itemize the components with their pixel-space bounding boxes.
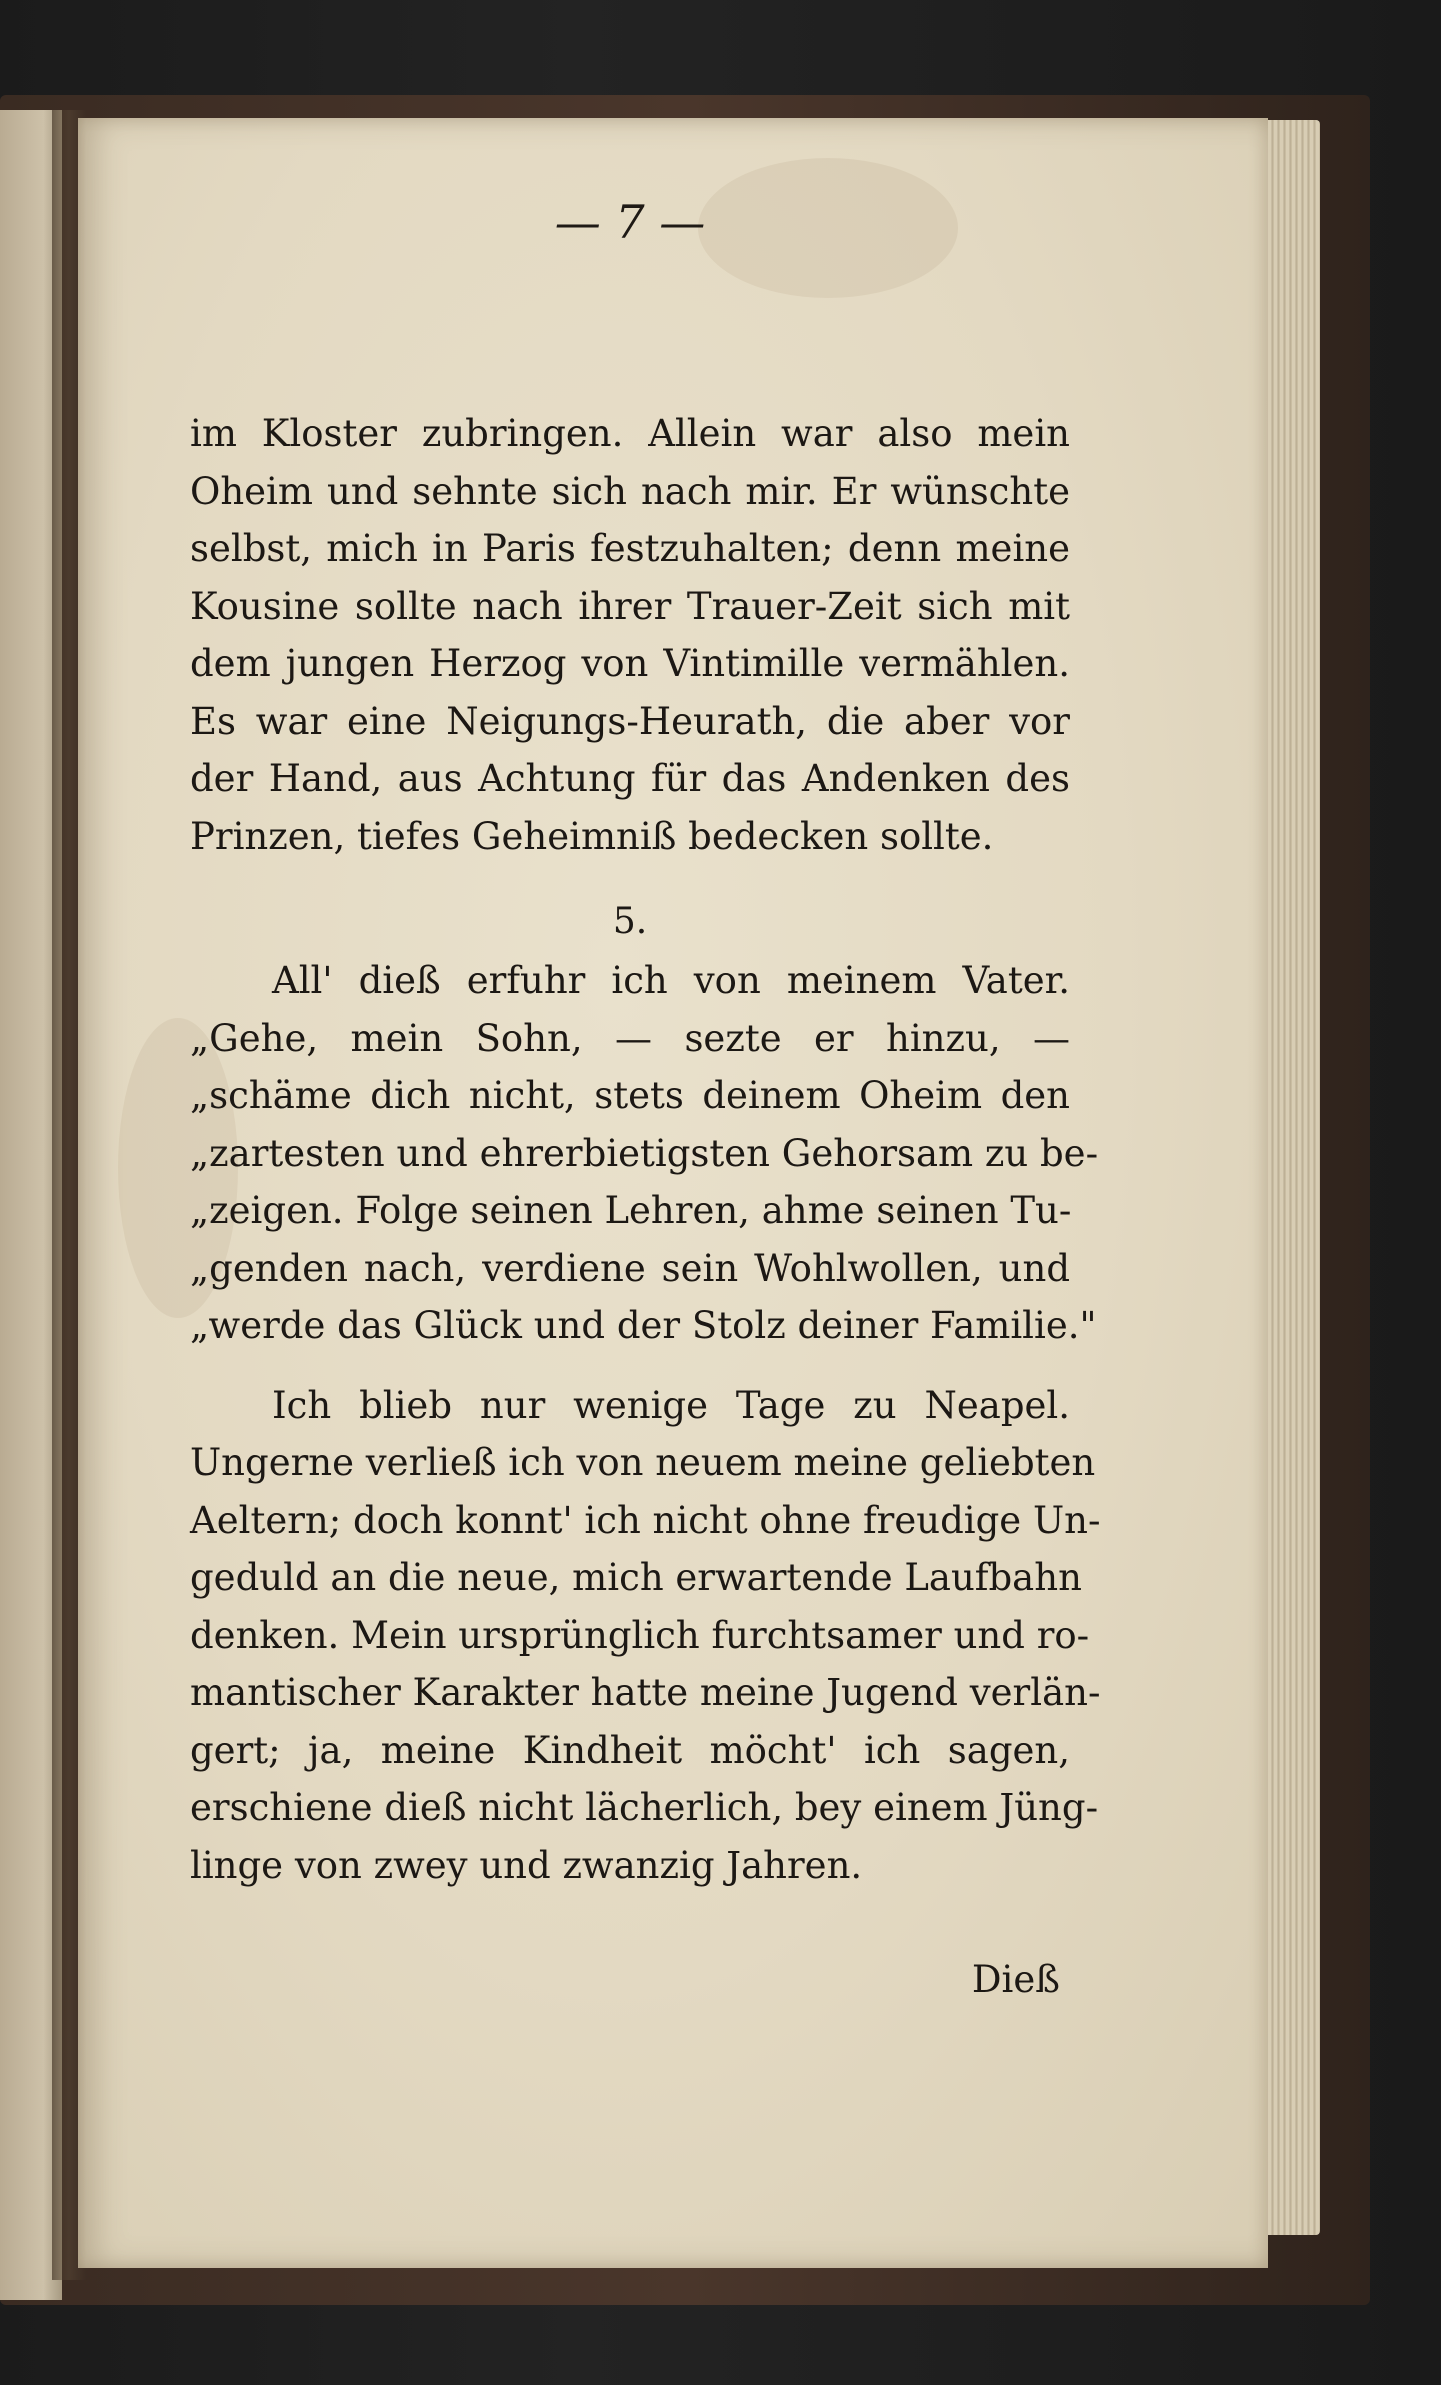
paragraph-1: [190, 405, 1070, 865]
text-line: Prinzen, tiefes Geheimniß bedecken sollte.: [190, 814, 994, 858]
text-line: denken. Mein ursprünglich furchtsamer und ro-: [190, 1613, 1090, 1657]
text-line: „zeigen. Folge seinen Lehren, ahme seinen Tu-: [190, 1189, 1072, 1232]
paragraph-2: [190, 952, 1099, 1355]
text-line: Kousine sollte nach ihrer Trauer-Zeit sich mit: [190, 584, 1070, 628]
paragraph-gap: [190, 1355, 1070, 1377]
catchword: Dieß: [971, 1958, 1060, 2001]
text-line: Es war eine Neigungs-Heurath, die aber vor: [190, 699, 1070, 743]
text-line: All' dieß erfuhr ich von meinem Vater.: [272, 959, 1070, 1002]
text-line: „Gehe, mein Sohn, — sezte er hinzu, —: [190, 1016, 1070, 1060]
text-line: erschiene dieß nicht lächerlich, bey einem Jüng-: [190, 1786, 1099, 1829]
text-line: „genden nach, verdiene sein Wohlwollen, und: [190, 1246, 1070, 1290]
text-line: Oheim und sehnte sich nach mir. Er wünschte: [190, 469, 1070, 513]
page-text: [190, 405, 1101, 1894]
text-line: geduld an die neue, mich erwartende Laufbahn: [190, 1556, 1082, 1599]
text-line: gert; ja, meine Kindheit möcht' ich sagen,: [190, 1728, 1070, 1772]
text-line: „zartesten und ehrerbietigsten Gehorsam zu be-: [190, 1131, 1099, 1175]
text-line: mantischer Karakter hatte meine Jugend verlän-: [190, 1671, 1101, 1714]
text-line: der Hand, aus Achtung für das Andenken des: [190, 757, 1070, 800]
book-gutter: [52, 110, 86, 2280]
text-line: linge von zwey und zwanzig Jahren.: [190, 1843, 863, 1887]
page-number: — 7 —: [554, 195, 706, 249]
text-line: „schäme dich nicht, stets deinem Oheim den: [190, 1074, 1070, 1117]
text-line: Aeltern; doch konnt' ich nicht ohne freudige Un-: [190, 1498, 1101, 1542]
section-number: 5.: [612, 901, 648, 942]
text-line: Ungerne verließ ich von neuem meine geliebten: [190, 1441, 1096, 1484]
paragraph-3: [190, 1377, 1101, 1895]
text-line: „werde das Glück und der Stolz deiner Familie.": [190, 1304, 1097, 1347]
text-line: selbst, mich in Paris festzuhalten; denn meine: [190, 527, 1070, 570]
text-line: im Kloster zubringen. Allein war also mein: [190, 412, 1070, 455]
text-line: Ich blieb nur wenige Tage zu Neapel.: [272, 1383, 1070, 1427]
text-line: dem jungen Herzog von Vintimille vermählen.: [190, 642, 1070, 685]
